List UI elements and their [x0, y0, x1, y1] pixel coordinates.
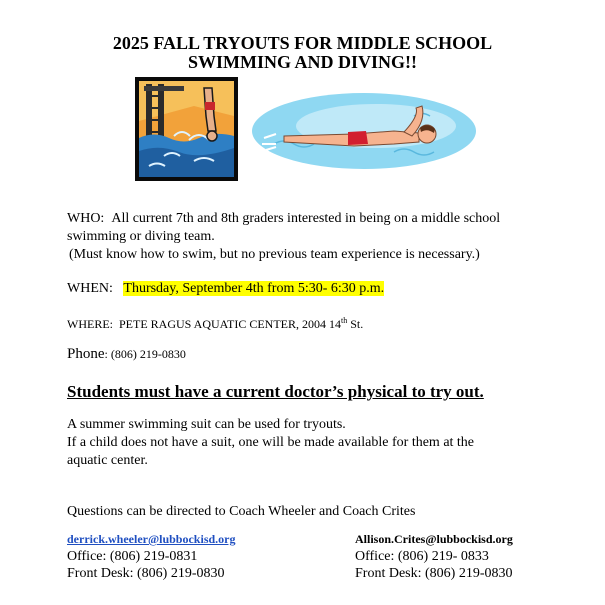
suit-line-2: If a child does not have a suit, one will be made available for them at the: [67, 435, 475, 450]
who-text-1: All current 7th and 8th graders interested in being on a middle school: [111, 211, 501, 226]
flyer-title: [0, 34, 605, 72]
contact-crites: [355, 531, 513, 582]
who-label: WHO:: [67, 211, 105, 226]
where-suffix: St.: [347, 317, 364, 331]
where-value: PETE RAGUS AQUATIC CENTER, 2004 14: [119, 317, 342, 331]
where-line: [67, 315, 363, 333]
questions-line: Questions can be directed to Coach Wheeler and Coach Crites: [67, 504, 416, 519]
where-sup: th: [341, 316, 348, 325]
when-line: [67, 280, 384, 298]
wheeler-front-desk: Front Desk: (806) 219-0830: [67, 566, 225, 581]
wheeler-office: Office: (806) 219-0831: [67, 549, 198, 564]
title-line-2: SWIMMING AND DIVING!!: [188, 52, 417, 72]
who-line-1: [67, 210, 500, 228]
phone-line: [67, 345, 186, 364]
wheeler-email-link[interactable]: derrick.wheeler@lubbockisd.org: [67, 532, 236, 546]
suit-line-3: aquatic center.: [67, 453, 148, 468]
where-label: WHERE:: [67, 317, 113, 331]
crites-email: Allison.Crites@lubbockisd.org: [355, 532, 513, 546]
phone-value: : (806) 219-0830: [104, 347, 186, 361]
crites-front-desk: Front Desk: (806) 219-0830: [355, 566, 513, 581]
when-label: WHEN:: [67, 281, 113, 296]
physical-requirement: Students must have a current doctor’s physical to try out.: [67, 382, 484, 401]
crites-office: Office: (806) 219- 0833: [355, 549, 489, 564]
phone-label: Phone: [67, 346, 105, 362]
diver-image: [134, 76, 239, 182]
who-line-2: swimming or diving team.: [67, 229, 215, 244]
suit-line-1: A summer swimming suit can be used for tryouts.: [67, 417, 346, 432]
when-value: Thursday, September 4th from 5:30- 6:30 p.m.: [123, 281, 385, 296]
title-line-1: 2025 FALL TRYOUTS FOR MIDDLE SCHOOL: [112, 33, 493, 53]
swimmer-image: [244, 86, 476, 172]
contact-wheeler: [67, 531, 236, 582]
who-line-3: (Must know how to swim, but no previous team experience is necessary.): [69, 247, 480, 262]
